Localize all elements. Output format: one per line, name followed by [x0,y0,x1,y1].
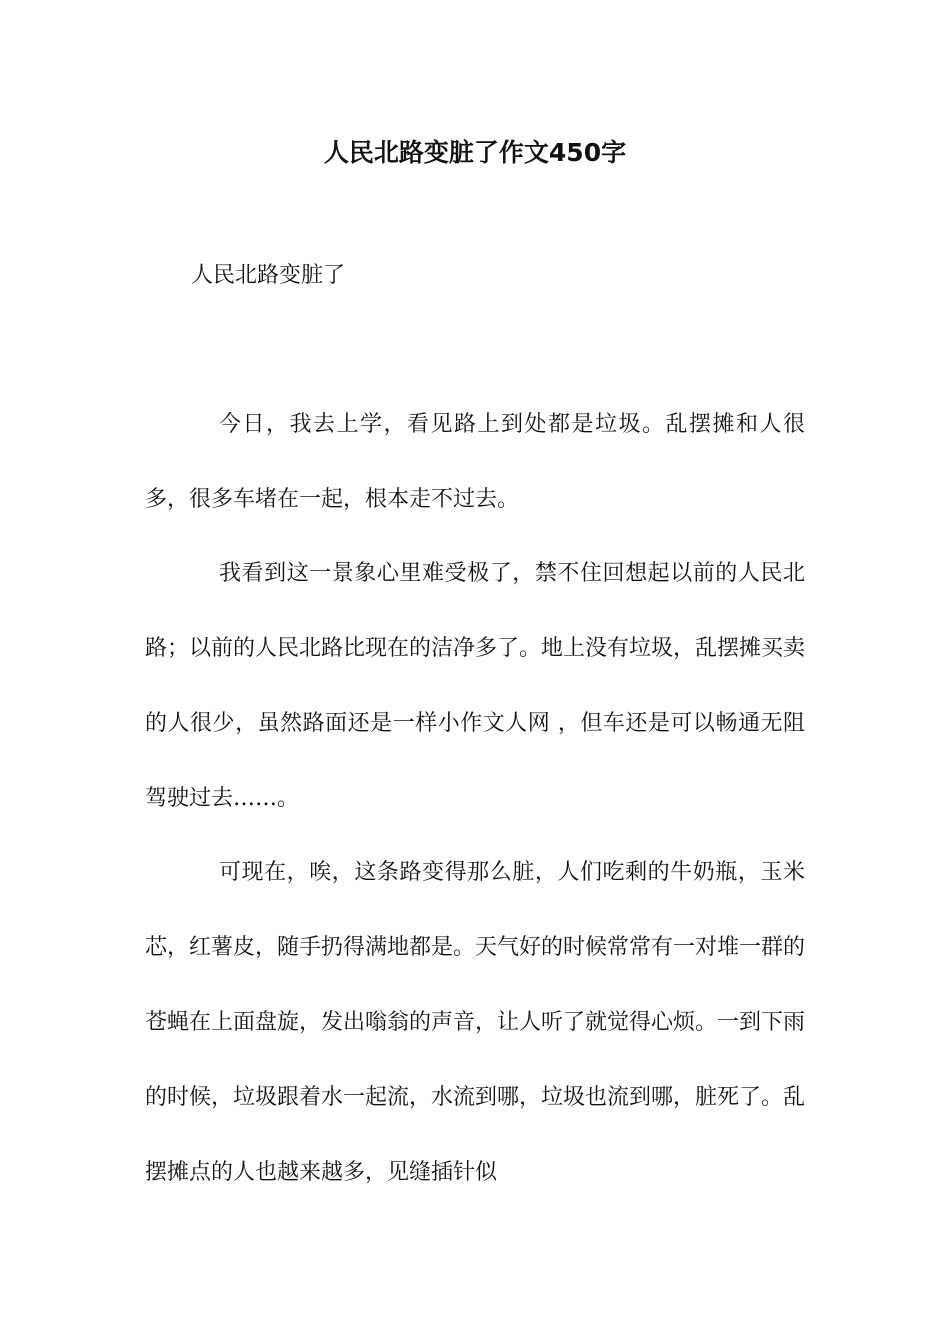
document-title: 人民北路变脏了作文450字 [323,138,627,167]
paragraph-2: 我看到这一景象心里难受极了，禁不住回想起以前的人民北路；以前的人民北路比现在的洁净多了。地上没有垃圾，乱摆摊买卖的人很少，虽然路面还是一样小作文人网 ，但车还是可以畅通无阻驾驶过去……。 [145,561,806,811]
essay-heading: 人民北路变脏了 [191,263,346,288]
paragraph-1: 今日，我去上学，看见路上到处都是垃圾。乱摆摊和人很多，很多车堵在一起，根本走不过去。 [145,412,805,512]
paragraph-3: 可现在，唉，这条路变得那么脏，人们吃剩的牛奶瓶，玉米芯，红薯皮，随手扔得满地都是。天气好的时候常常有一对堆一群的苍蝇在上面盘旋，发出嗡翁的声音，让人听了就觉得心烦。一到下雨的时候，垃圾跟着水一起流，水流到哪，垃圾也流到哪，脏死了。乱摆摊点的人也越来越多，见缝插针似 [145,860,806,1185]
